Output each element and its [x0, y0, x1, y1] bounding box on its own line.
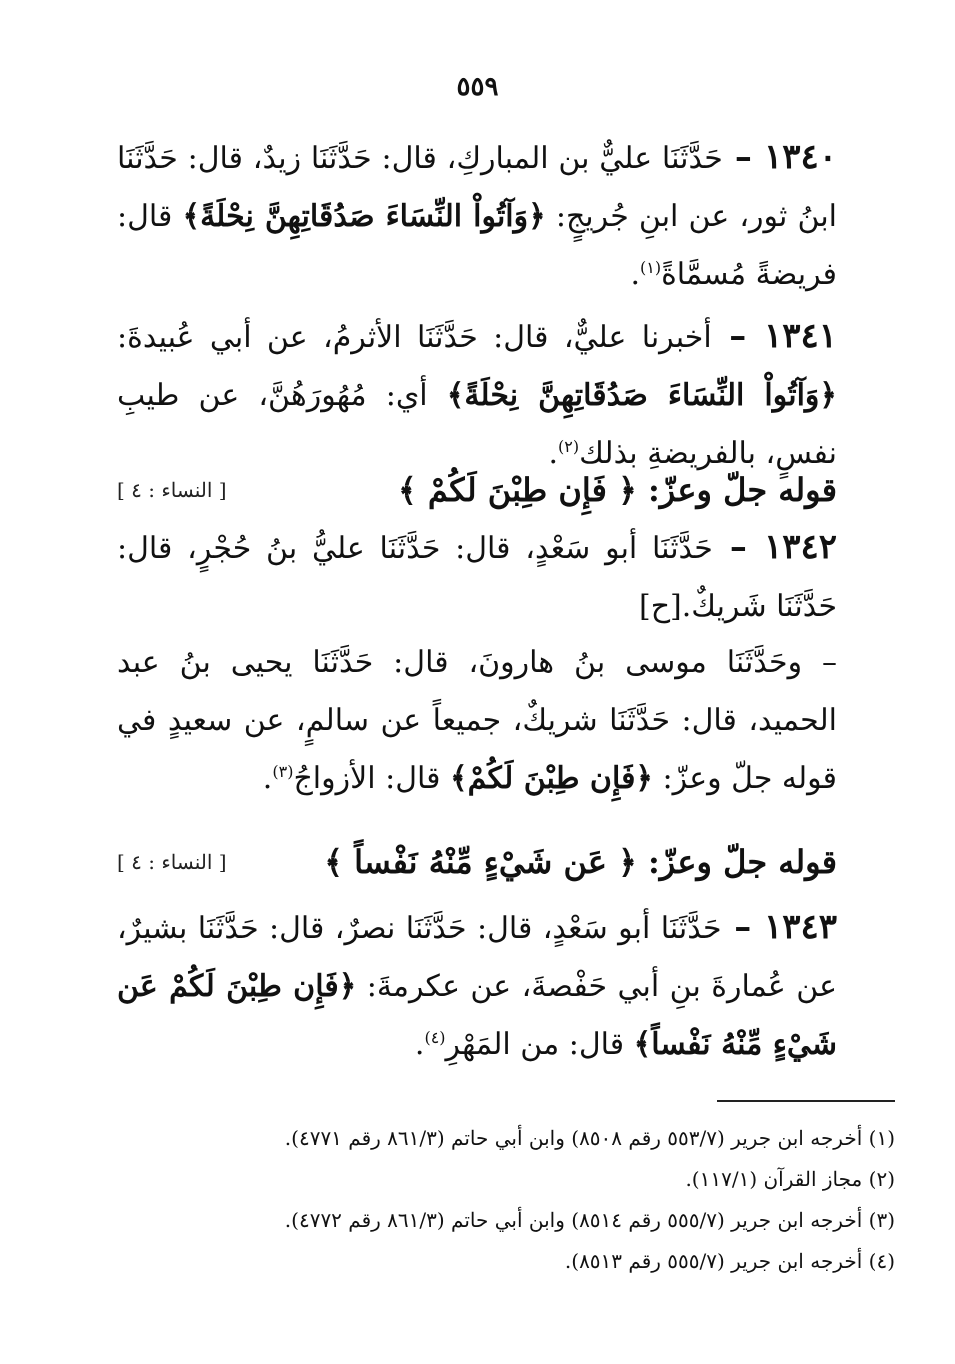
quran-quote: ﴿وَآتُواْ النِّسَاءَ صَدُقَاتِهِنَّ نِحْلَةً﴾: [446, 378, 837, 413]
verse-heading: [117, 832, 837, 892]
hadith-text: أي: مُهُورَهُنَّ، عن طيبِ نفسٍ، بالفريضةِ بذلك: [117, 378, 837, 471]
footnote-marker: (٤): [424, 1028, 446, 1047]
hadith-text: قال: الأزواجُ: [293, 761, 451, 796]
hadith-text: أخبرنا عليٌّ، قال: حَدَّثَنَا الأثرمُ، عن أبي عُبيدةَ:: [117, 320, 712, 355]
hadith-text: حَدَّثَنَا عليٌّ بن المباركِ، قال: حَدَّثَنَا زيدٌ، قال: حَدَّثَنَا ابنُ ثور، عن ابنِ جُريجٍ:: [117, 141, 837, 234]
hadith-text: حَدَّثَنَا أبو سَعْدٍ، قال: حَدَّثَنَا نصرٌ، قال: حَدَّثَنَا بشيرٌ، عن عُمارةَ بنِ أبي حَفْصةَ، عن عكرمةَ:: [117, 911, 837, 1004]
page-number: ٥٥٩: [456, 72, 499, 102]
hadith-text: – وحَدَّثَنَا موسى بنُ هارونَ، قال: حَدَّثَنَا يحيى بنُ عبد الحميد، قال: حَدَّثَنَا شريكٌ، جميعاً عن سالمٍ، عن سعيدٍ في قوله جلّ وعزّ:: [117, 645, 837, 796]
verse-heading-text: قوله جلّ وعزّ: ﴿ فَإِن طِبْنَ لَكُمْ ﴾: [398, 471, 837, 509]
quran-quote: ﴿فَإِن طِبْنَ لَكُمْ عَن شَيْءٍ مِّنْهُ نَفْساً﴾: [117, 969, 837, 1062]
hadith-number: ١٣٤٠: [763, 137, 837, 177]
hadith-end: .: [548, 436, 559, 471]
footnote-marker: (٣): [272, 762, 294, 781]
hadith-1342: [117, 518, 837, 636]
hadith-dash: –: [711, 316, 764, 356]
hadith-text: حَدَّثَنَا أبو سَعْدٍ، قال: حَدَّثَنَا عليُّ بنُ حُجْرٍ، قال: حَدَّثَنَا شَريكٌ.[ح]: [117, 531, 837, 624]
hadith-number: ١٣٤٢: [763, 527, 837, 567]
hadith-end: .: [630, 257, 640, 292]
footnote-item: (٤) أخرجه ابن جرير (٥٥٥/٧ رقم ٨٥١٣).: [564, 1249, 895, 1273]
verse-heading: [117, 460, 837, 520]
footnote-marker: (٢): [558, 437, 580, 456]
verse-reference: [ النساء : ٤ ]: [117, 478, 227, 502]
hadith-text: قال: فريضةً مُسمَّاةً: [117, 199, 837, 292]
hadith-1341: [117, 307, 837, 483]
hadith-dash: –: [722, 137, 764, 177]
hadith-1342-continued: [117, 634, 837, 808]
footnote-item: (٢) مجاز القرآن (١١٧/١).: [685, 1167, 895, 1191]
hadith-number: ١٣٤١: [763, 316, 837, 356]
footnotes: [155, 1118, 895, 1282]
hadith-1343: [117, 898, 837, 1074]
quran-quote: ﴿فَإِن طِبْنَ لَكُمْ﴾: [450, 761, 654, 796]
hadith-number: ١٣٤٣: [763, 907, 837, 947]
hadith-dash: –: [712, 527, 764, 567]
footnote-divider: [717, 1100, 895, 1102]
footnote-item: (٣) أخرجه ابن جرير (٥٥٥/٧ رقم ٨٥١٤) وابن أبي حاتم (٨٦١/٣ رقم ٤٧٧٢).: [284, 1208, 895, 1232]
quran-quote: ﴿وَآتُواْ النِّسَاءَ صَدُقَاتِهِنَّ نِحْلَةً﴾: [182, 199, 546, 234]
hadith-1340: [117, 128, 837, 304]
footnote-item: (١) أخرجه ابن جرير (٥٥٣/٧ رقم ٨٥٠٨) وابن أبي حاتم (٨٦١/٣ رقم ٤٧٧١).: [284, 1126, 895, 1150]
hadith-dash: –: [721, 907, 764, 947]
verse-heading-text: قوله جلّ وعزّ: ﴿ عَن شَيْءٍ مِّنْهُ نَفْساً ﴾: [324, 843, 837, 881]
hadith-end: .: [414, 1027, 425, 1062]
verse-reference: [ النساء : ٤ ]: [117, 850, 227, 874]
hadith-end: .: [262, 761, 273, 796]
footnote-marker: (١): [639, 258, 662, 277]
hadith-text: قال: من المَهْرِ: [445, 1027, 634, 1062]
